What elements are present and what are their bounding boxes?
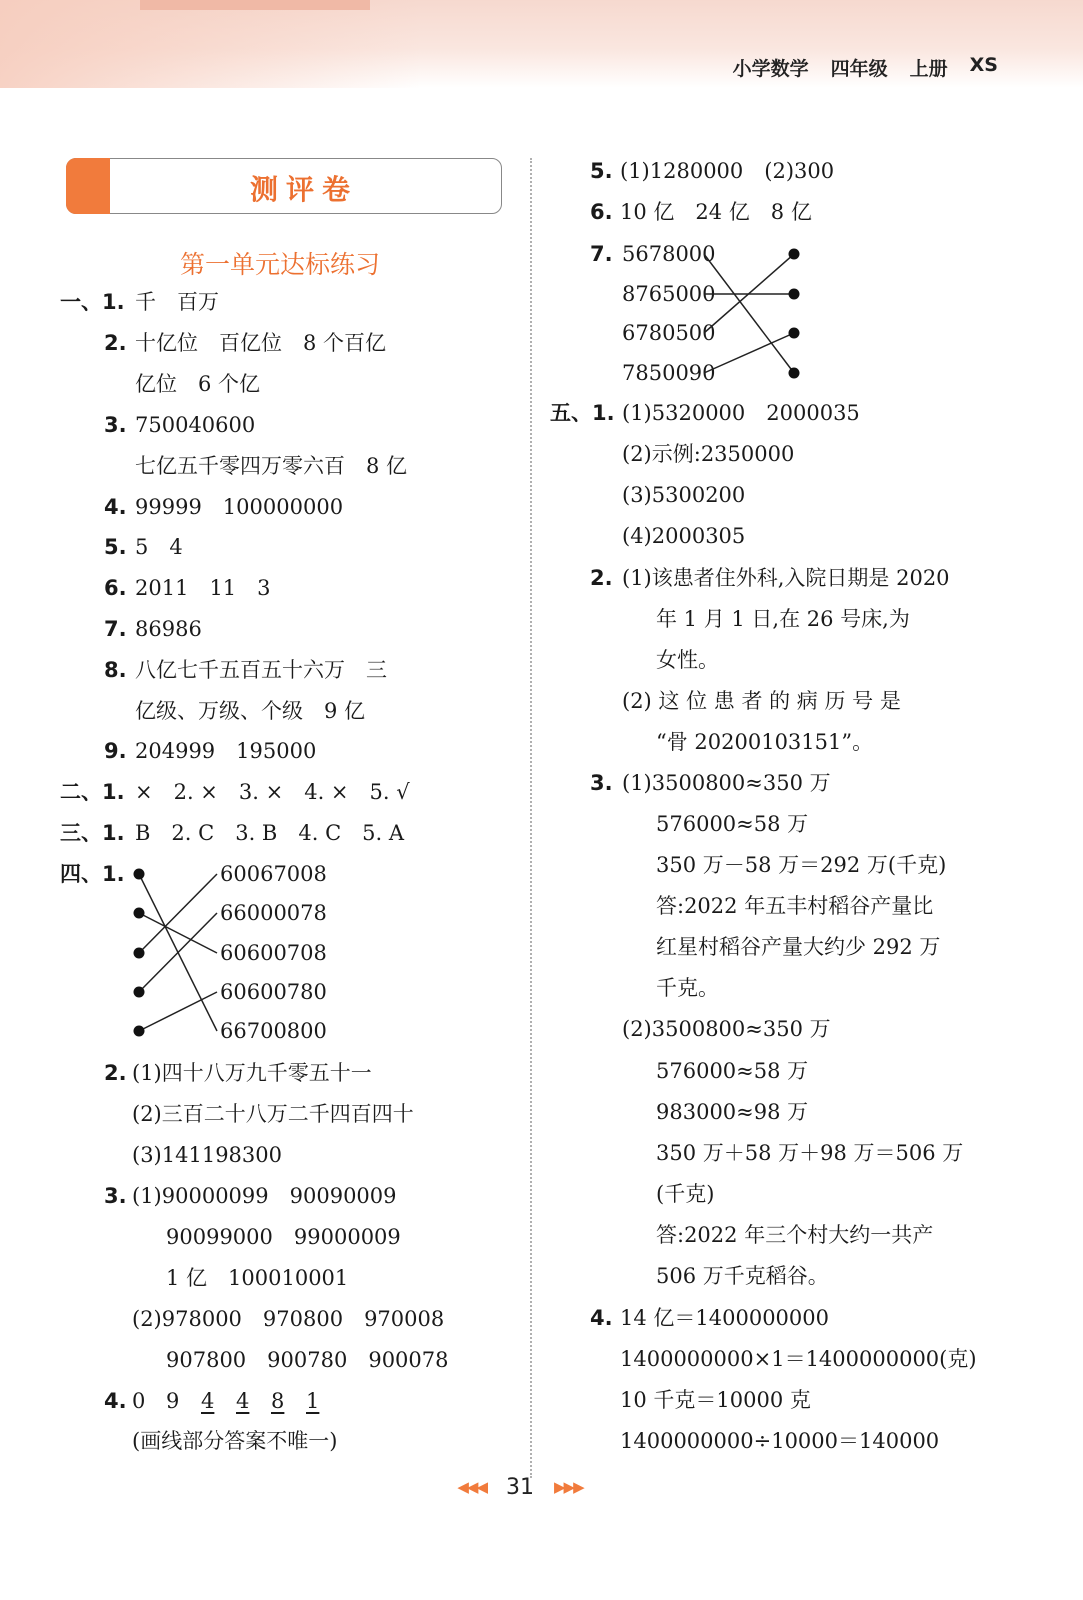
answer-line: (千克) xyxy=(656,1182,715,1206)
q-label: 2. xyxy=(590,566,613,590)
header-grade: 四年级 xyxy=(830,58,888,80)
answer-line: (4)2000305 xyxy=(622,524,746,548)
match-number: 60067008 xyxy=(220,862,327,886)
match-number: 60600780 xyxy=(220,980,327,1004)
match-dot xyxy=(134,869,145,880)
answer-line: 2011 11 3 xyxy=(135,576,271,600)
answer-digit: 0 xyxy=(132,1389,146,1413)
answer-line: 亿位 6 个亿 xyxy=(135,372,261,396)
answer-line: 983000≈98 万 xyxy=(656,1100,809,1124)
page-footer xyxy=(430,1472,610,1502)
header-strip xyxy=(140,0,370,10)
answer-line: 350 万－58 万＝292 万(千克) xyxy=(656,853,947,877)
answer-digit-underlined: 8 xyxy=(271,1389,285,1413)
q-label: 6. xyxy=(104,576,127,600)
answer-line: 千 百万 xyxy=(135,290,219,314)
answer-digit: 9 xyxy=(166,1389,180,1413)
header-info xyxy=(733,54,998,81)
match-number: 8765000 xyxy=(622,282,716,306)
q-label: 五、1. xyxy=(550,401,615,425)
q-label: 3. xyxy=(104,1184,127,1208)
q-label: 4. xyxy=(590,1306,613,1330)
answer-line: 1400000000÷10000＝140000 xyxy=(620,1429,940,1453)
answer-line: 答:2022 年五丰村稻谷产量比 xyxy=(656,894,934,918)
q-label: 3. xyxy=(104,413,127,437)
answer-line: (2)3500800≈350 万 xyxy=(622,1017,831,1041)
header-volume: 上册 xyxy=(909,58,948,80)
header-subject: 小学数学 xyxy=(732,58,809,80)
q-label: 四、1. xyxy=(60,862,125,886)
answer-line: 七亿五千零四万零六百 8 亿 xyxy=(135,454,408,478)
answer-line: 350 万＋58 万＋98 万＝506 万 xyxy=(656,1141,964,1165)
q-label: 二、1. xyxy=(60,780,125,804)
answer-digit-underlined: 4 xyxy=(201,1389,215,1413)
answer-line: 答:2022 年三个村大约一共产 xyxy=(656,1223,934,1247)
match-number: 60600708 xyxy=(220,941,327,965)
answer-line: 亿级、万级、个级 9 亿 xyxy=(135,699,366,723)
answer-line: (1)该患者住外科,入院日期是 2020 xyxy=(622,566,950,590)
match-dot xyxy=(134,987,145,998)
answer-line: 90099000 99000009 xyxy=(166,1225,401,1249)
q-label: 2. xyxy=(104,331,127,355)
answer-line: 750040600 xyxy=(135,413,256,437)
q-label: 一、1. xyxy=(60,290,125,314)
q-label: 5. xyxy=(104,535,127,559)
answer-line: 576000≈58 万 xyxy=(656,812,809,836)
answer-line: 年 1 月 1 日,在 26 号床,为 xyxy=(656,607,910,631)
header-decoration xyxy=(0,0,420,88)
match-dot xyxy=(789,289,800,300)
answer-line: B 2. C 3. B 4. C 5. A xyxy=(135,821,405,845)
match-number: 7850090 xyxy=(622,361,716,385)
answer-digit-underlined: 1 xyxy=(306,1389,320,1413)
q-label: 7. xyxy=(590,242,613,266)
page-number: 31 xyxy=(506,1474,534,1500)
answer-line: 10 千克＝10000 克 xyxy=(620,1388,811,1412)
q-label: 4. xyxy=(104,1389,127,1413)
q-label: 2. xyxy=(104,1061,127,1085)
answer-line: (1)四十八万九千零五十一 xyxy=(132,1061,372,1085)
answer-line: (1)90000099 90090009 xyxy=(132,1184,397,1208)
answer-line: (1)3500800≈350 万 xyxy=(622,771,831,795)
q-label: 8. xyxy=(104,658,127,682)
match-number: 5678000 xyxy=(622,242,716,266)
section-title: 测评卷 xyxy=(249,173,358,206)
q-label: 5. xyxy=(590,159,613,183)
match-number: 66700800 xyxy=(220,1019,327,1043)
match-number: 66000078 xyxy=(220,901,327,925)
answer-line: 907800 900780 900078 xyxy=(166,1348,449,1372)
q-label: 三、1. xyxy=(60,821,125,845)
answer-line: (2)示例:2350000 xyxy=(622,442,795,466)
answer-line: 204999 195000 xyxy=(135,739,317,763)
q-label: 9. xyxy=(104,739,127,763)
answer-line: 506 万千克稻谷。 xyxy=(656,1264,829,1288)
next-arrows-icon: ▶▶▶ xyxy=(554,1478,583,1496)
answer-line: 10 亿 24 亿 8 亿 xyxy=(620,200,812,224)
match-dot xyxy=(134,908,145,919)
answer-note: (画线部分答案不唯一) xyxy=(132,1429,338,1453)
q-label: 4. xyxy=(104,495,127,519)
answer-line: (2)三百二十八万二千四百四十 xyxy=(132,1102,414,1126)
answer-line: (2) 这 位 患 者 的 病 历 号 是 xyxy=(622,689,901,713)
match-number: 6780500 xyxy=(622,321,716,345)
match-dot xyxy=(789,249,800,260)
match-dot xyxy=(134,948,145,959)
answer-line: 千克。 xyxy=(656,976,719,1000)
answer-line: “骨 20200103151”。 xyxy=(656,730,874,754)
unit-title: 第一单元达标练习 xyxy=(179,250,380,279)
answer-line: 八亿七千五百五十六万 三 xyxy=(135,658,387,682)
header-edition: XS xyxy=(969,54,998,76)
answer-line: (2)978000 970800 970008 xyxy=(132,1307,445,1331)
matching-diagram-right xyxy=(700,240,810,390)
answer-line: × 2. × 3. × 4. × 5. √ xyxy=(135,780,410,804)
answer-digit-underlined: 4 xyxy=(236,1389,250,1413)
q-label: 3. xyxy=(590,771,613,795)
match-dot xyxy=(789,368,800,379)
match-dot xyxy=(789,328,800,339)
answer-line: (3)5300200 xyxy=(622,483,746,507)
match-dot xyxy=(134,1026,145,1037)
prev-arrows-icon: ◀◀◀ xyxy=(457,1478,486,1496)
answer-line: 十亿位 百亿位 8 个百亿 xyxy=(135,331,387,355)
answer-line: 5 4 xyxy=(135,535,183,559)
answer-line: (3)141198300 xyxy=(132,1143,282,1167)
answer-line: 576000≈58 万 xyxy=(656,1059,809,1083)
answer-line: 红星村稻谷产量大约少 292 万 xyxy=(656,935,941,959)
answer-line: 1 亿 100010001 xyxy=(166,1266,349,1290)
q-label: 7. xyxy=(104,617,127,641)
column-divider xyxy=(530,158,532,1478)
answer-line: 女性。 xyxy=(656,648,719,672)
answer-line: 14 亿＝1400000000 xyxy=(620,1306,830,1330)
answer-line: 1400000000×1＝1400000000(克) xyxy=(620,1347,977,1371)
q-label: 6. xyxy=(590,200,613,224)
answer-line: 86986 xyxy=(135,617,202,641)
answer-line: 99999 100000000 xyxy=(135,495,344,519)
answer-line: (1)5320000 2000035 xyxy=(622,401,860,425)
section-title-box xyxy=(66,158,502,214)
answer-line: (1)1280000 (2)300 xyxy=(620,159,835,183)
